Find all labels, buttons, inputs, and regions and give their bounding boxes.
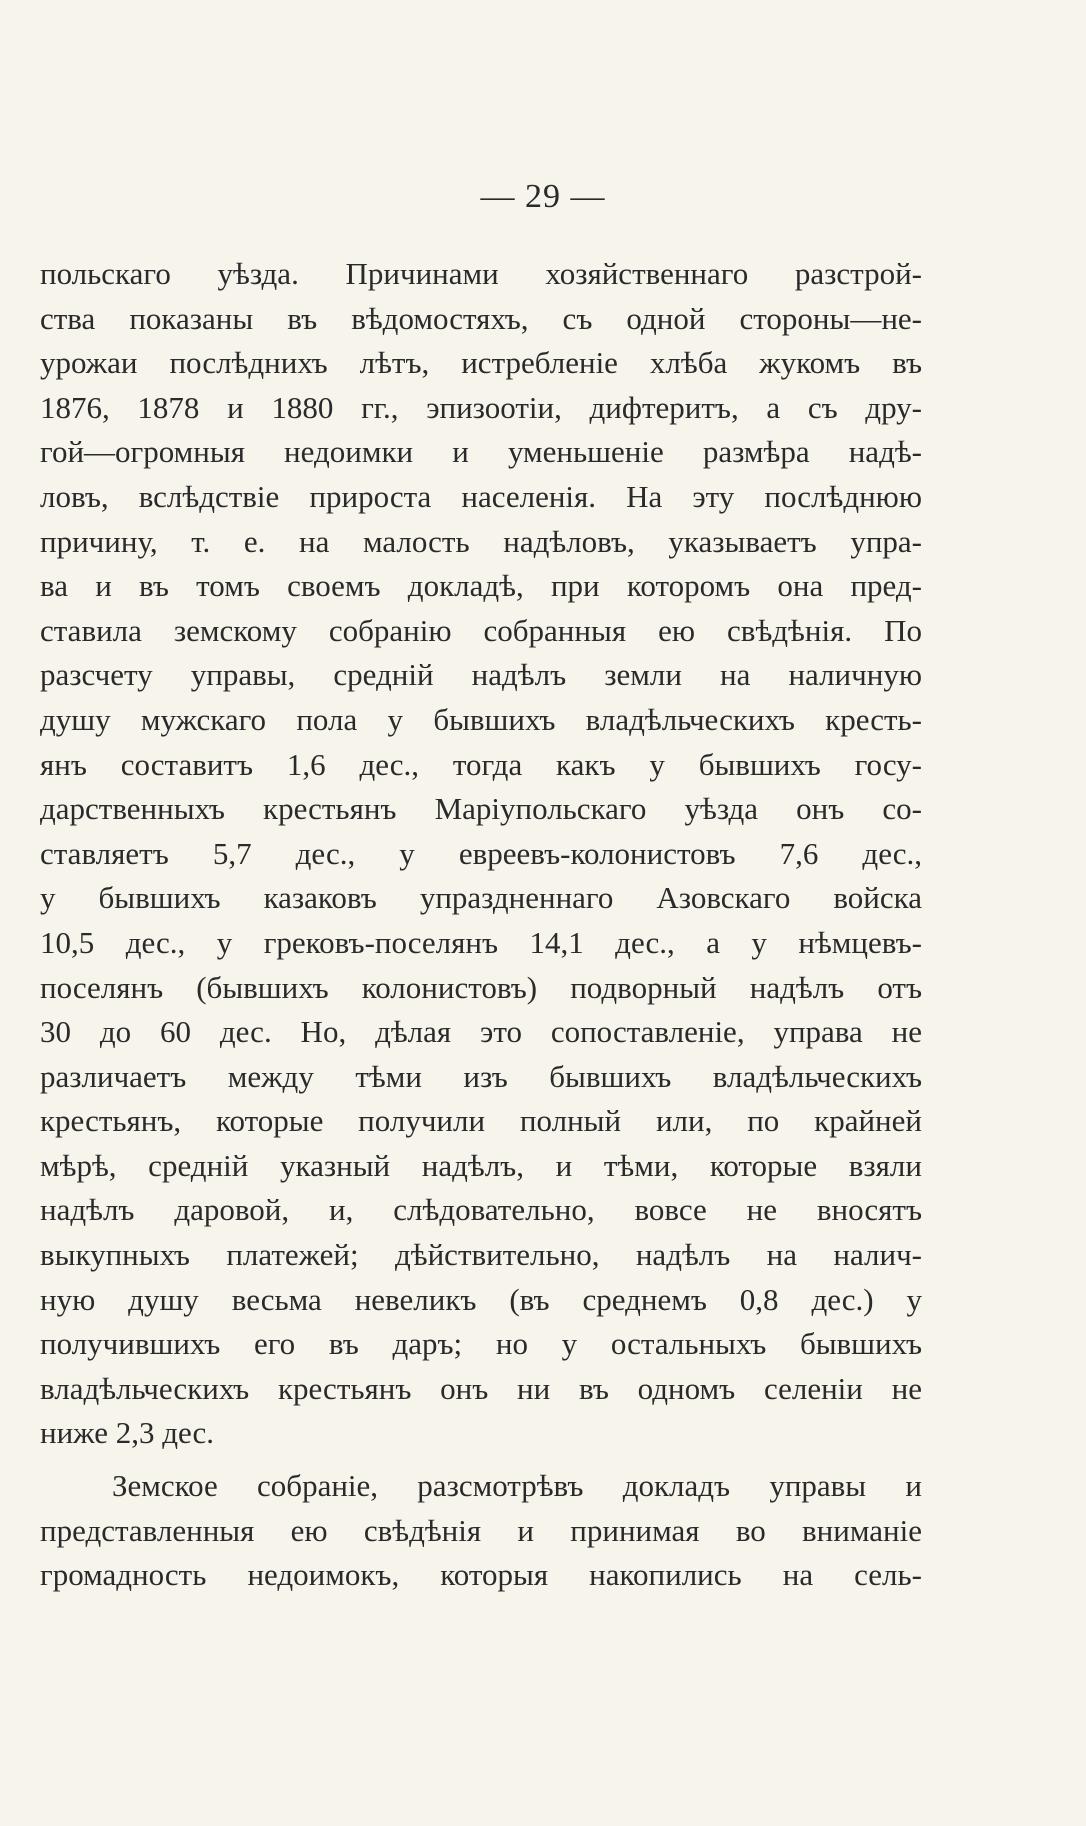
text-line: Земское собраніе, разсмотрѣвъ докладъ управы и bbox=[112, 1468, 922, 1504]
text-line: гой—огромныя недоимки и уменьшеніе размѣра надѣ- bbox=[40, 434, 922, 470]
text-line: ставляетъ 5,7 дес., у евреевъ-колонистовъ 7,6 дес., bbox=[40, 835, 922, 871]
paragraph-1 bbox=[40, 252, 922, 1456]
text-line: ную душу весьма невеликъ (въ среднемъ 0,8 дес.) у bbox=[40, 1281, 922, 1317]
text-line: владѣльческихъ крестьянъ онъ ни въ одномъ селеніи не bbox=[40, 1370, 922, 1406]
text-line: выкупныхъ платежей; дѣйствительно, надѣлъ на налич- bbox=[40, 1237, 922, 1273]
text-line: 1876, 1878 и 1880 гг., эпизоотіи, дифтеритъ, а съ дру- bbox=[40, 389, 922, 425]
text-line: 10,5 дес., у грековъ-поселянъ 14,1 дес., а у нѣмцевъ- bbox=[40, 924, 922, 960]
text-line: 30 до 60 дес. Но, дѣлая это сопоставленіе, управа не bbox=[40, 1014, 922, 1050]
text-line: у бывшихъ казаковъ упраздненнаго Азовскаго войска bbox=[40, 880, 922, 916]
paragraph-2 bbox=[40, 1464, 922, 1598]
text-line: крестьянъ, которые получили полный или, по крайней bbox=[40, 1103, 922, 1139]
text-line: получившихъ его въ даръ; но у остальныхъ бывшихъ bbox=[40, 1326, 922, 1362]
text-line: ства показаны въ вѣдомостяхъ, съ одной стороны—не- bbox=[40, 300, 922, 336]
text-line: урожаи послѣднихъ лѣтъ, истребленіе хлѣба жукомъ въ bbox=[40, 345, 922, 381]
text-line: янъ составитъ 1,6 дес., тогда какъ у бывшихъ госу- bbox=[40, 746, 922, 782]
text-line: ловъ, вслѣдствіе прироста населенія. На эту послѣднюю bbox=[40, 478, 922, 514]
text-line: надѣлъ даровой, и, слѣдовательно, вовсе не вносятъ bbox=[40, 1192, 922, 1228]
text-line: ва и въ томъ своемъ докладѣ, при которомъ она пред- bbox=[40, 568, 922, 604]
text-line: различаетъ между тѣми изъ бывшихъ владѣльческихъ bbox=[40, 1058, 922, 1094]
paragraph-gap bbox=[40, 1456, 922, 1464]
text-line: ниже 2,3 дес. bbox=[40, 1415, 215, 1451]
text-line: разсчету управы, средній надѣлъ земли на наличную bbox=[40, 657, 922, 693]
text-line: душу мужскаго пола у бывшихъ владѣльческихъ кресть- bbox=[40, 701, 922, 737]
text-line: дарственныхъ крестьянъ Маріупольскаго уѣзда онъ со- bbox=[40, 791, 922, 827]
page-number: — 29 — bbox=[480, 178, 606, 215]
text-line: ставила земскому собранію собранныя ею свѣдѣнія. По bbox=[40, 612, 922, 648]
text-line: мѣрѣ, средній указный надѣлъ, и тѣми, которые взяли bbox=[40, 1147, 922, 1183]
text-line: представленныя ею свѣдѣнія и принимая во вниманіе bbox=[40, 1512, 922, 1548]
text-line: причину, т. е. на малость надѣловъ, указываетъ упра- bbox=[40, 523, 922, 559]
text-line: поселянъ (бывшихъ колонистовъ) подворный надѣлъ отъ bbox=[40, 969, 922, 1005]
text-line: польскаго уѣзда. Причинами хозяйственнаго разстрой- bbox=[40, 256, 922, 291]
text-line: громадность недоимокъ, которыя накопились на сель- bbox=[40, 1557, 922, 1593]
body-text bbox=[40, 252, 922, 1598]
